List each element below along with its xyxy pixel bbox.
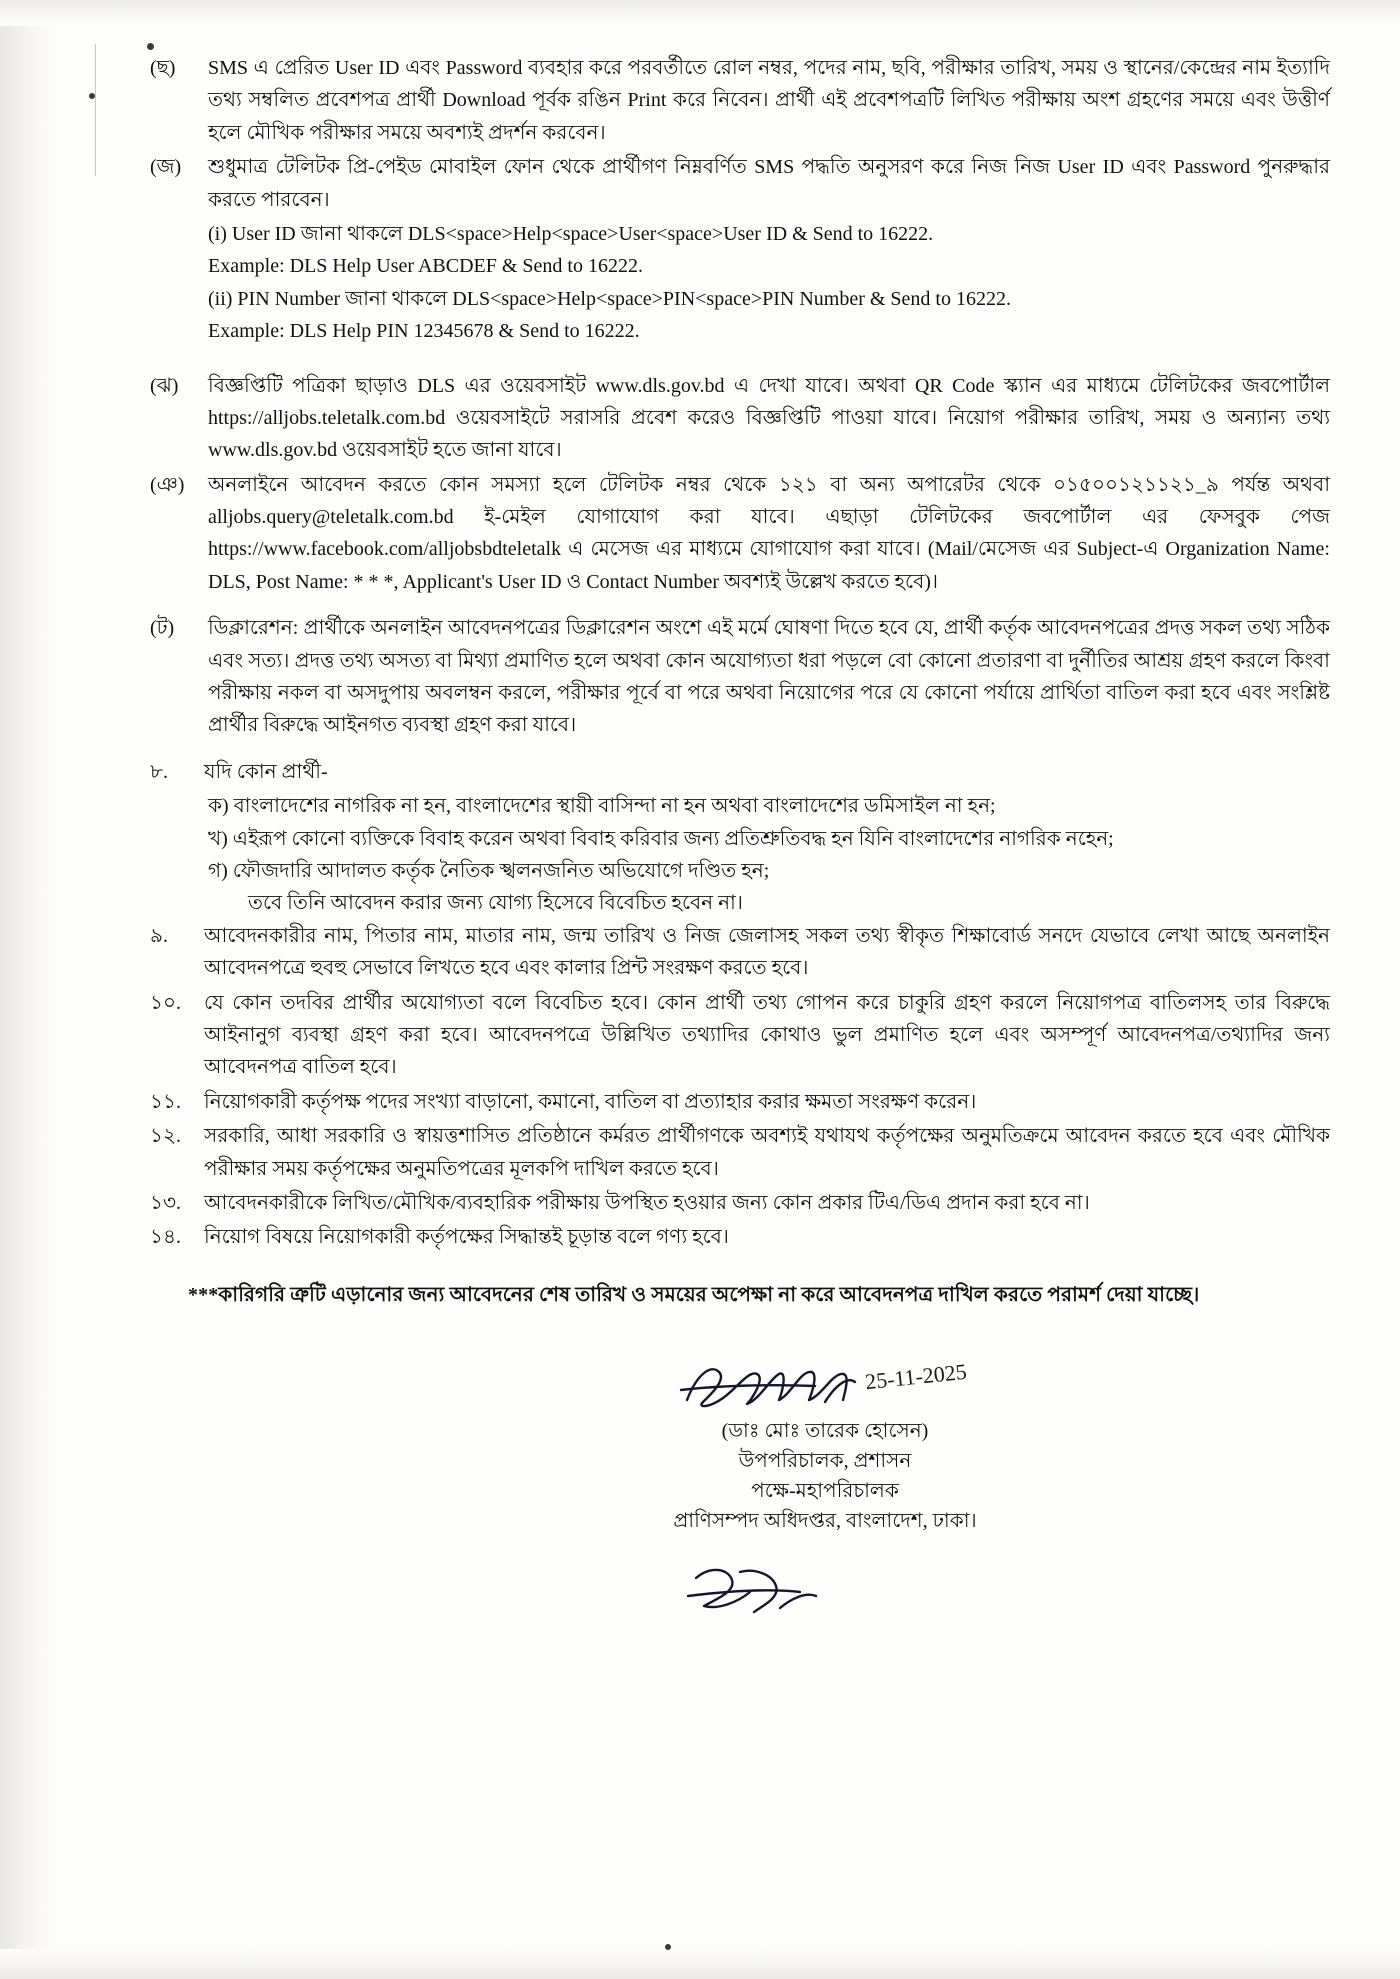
clause-item (150, 151, 1330, 216)
clause-text: বিজ্ঞপ্তিটি পত্রিকা ছাড়াও DLS এর ওয়েবসাইট www.dls.gov.bd এ দেখা যাবে। অথবা QR Code স্ক্যান এর মাধ্যমে টেলিটকের জবপোর্টাল https://alljobs.teletalk.com.bd ওয়েবসাইটে সরাসরি প্রবেশ করেও বিজ্ঞপ্তিটি পাওয়া যাবে। নিয়োগ পরীক্ষার তারিখ, সময় ও অন্যান্য তথ্য www.dls.gov.bd ওয়েবসাইট হতে জানা যাবে। (208, 374, 1330, 462)
sub-clause: গ) ফৌজদারি আদালত কর্তৃক নৈতিক স্খলনজনিত অভিযোগে দণ্ডিত হন; (208, 859, 770, 882)
signatory-on-behalf: পক্ষে-মহাপরিচালক (751, 1479, 899, 1502)
numbered-item (150, 920, 1330, 985)
scan-edge-bottom (0, 1949, 1400, 1979)
item-number: ১৩. (150, 1191, 181, 1214)
declaration-text: ডিক্লারেশন: প্রার্থীকে অনলাইন আবেদনপত্রের ডিক্লারেশন অংশে এই মর্মে ঘোষণা দিতে হবে যে, প্রার্থী কর্তৃক আবেদনপত্রের প্রদত্ত সকল তথ্য সঠিক এবং সত্য। প্রদত্ত তথ্য অসত্য বা মিথ্যা প্রমাণিত হলে অথবা কোন অযোগ্যতা ধরা পড়লে বো কোনো প্রতারণা বা দুর্নীতির আশ্রয় গ্রহণ করলে কিংবা পরীক্ষায় নকল বা অসদুপায় অবলম্বন করলে, পরীক্ষার পূর্বে বা পরে অথবা নিয়োগের পরে যে কোনো পর্যায়ে প্রার্থিতা বাতিল করা হবে এবং সংশ্লিষ্ট প্রার্থীর বিরুদ্ধে আইনগত ব্যবস্থা গ্রহণ করা যাবে। (208, 617, 1330, 737)
numbered-item (150, 756, 1330, 788)
sms-example-line: Example: DLS Help PIN 12345678 & Send to 16222. (208, 320, 640, 343)
item-text: সরকারি, আধা সরকারি ও স্বায়ত্তশাসিত প্রতিষ্ঠানে কর্মরত প্রার্থীগণকে অবশ্যই যথাযথ কর্তৃপক্ষের অনুমতিক্রমে আবেদন করতে হবে এবং মৌখিক পরীক্ষার সময় কর্তৃপক্ষের অনুমতিপত্রের মূলকপি দাখিল করতে হবে। (204, 1125, 1330, 1180)
item-number: ৮. (150, 760, 168, 783)
sub-clause: খ) এইরূপ কোনো ব্যক্তিকে বিবাহ করেন অথবা বিবাহ করিবার জন্য প্রতিশ্রুতিবদ্ধ হন যিনি বাংলাদেশের নাগরিক নহেন; (208, 827, 1114, 850)
item-number: ১০. (150, 991, 181, 1014)
advisory-note: ***কারিগরি ত্রুটি এড়ানোর জন্য আবেদনের শেষ তারিখ ও সময়ের অপেক্ষা না করে আবেদনপত্র দাখিল করতে পরামর্শ দেয়া যাচ্ছে। (188, 1283, 1200, 1306)
item-number: ১২. (150, 1125, 181, 1148)
scan-speck (665, 1944, 671, 1950)
clause-marker: (ঞ) (150, 473, 185, 496)
spacer (150, 600, 1330, 612)
sub-clause: ক) বাংলাদেশের নাগরিক না হন, বাংলাদেশের স্থায়ী বাসিন্দা না হন অথবা বাংলাদেশের ডমিসাইল না হন; (208, 795, 996, 818)
item-text: আবেদনকারীর নাম, পিতার নাম, মাতার নাম, জন্ম তারিখ ও নিজ জেলাসহ সকল তথ্য স্বীকৃত শিক্ষাবোর্ড সনদে যেভাবে লেখা আছে অনলাইন আবেদনপত্রে হুবহু সেভাবে লিখতে হবে এবং কালার প্রিন্ট সংরক্ষণ করতে হবে। (204, 924, 1330, 980)
clause-item (150, 469, 1330, 599)
item-number: ১৪. (150, 1226, 181, 1249)
scan-speck (147, 43, 154, 50)
spacer (150, 348, 1330, 370)
clause-text: SMS এ প্রেরিত User ID এবং Password ব্যবহার করে পরবর্তীতে রোল নম্বর, পদের নাম, ছবি, পরীক্ষার তারিখ, সময় ও স্থানের/কেন্দ্রের নাম ইত্যাদি তথ্য সম্বলিত প্রবেশপত্র প্রার্থী Download পূর্বক রঙিন Print করে নিবেন। প্রার্থী এই প্রবেশপত্রটি লিখিত পরীক্ষায় অংশ গ্রহণের সময়ে এবং উত্তীর্ণ হলে মৌখিক পরীক্ষার সময়ে অবশ্যই প্রদর্শন করবেন। (208, 57, 1330, 144)
spacer (150, 744, 1330, 756)
signature-date: 25-11-2025 (864, 1358, 968, 1394)
secondary-signature-mark (680, 1558, 840, 1628)
scan-speck (89, 93, 95, 99)
item-number: ১১. (150, 1090, 181, 1113)
numbered-item (150, 1221, 1330, 1253)
item-text: নিয়োগকারী কর্তৃপক্ষ পদের সংখ্যা বাড়ানো, কমানো, বাতিল বা প্রত্যাহার করার ক্ষমতা সংরক্ষণ করেন। (204, 1090, 977, 1113)
numbered-item (150, 1120, 1330, 1185)
handwritten-initials-icon (680, 1558, 840, 1628)
item-number: ৯. (150, 924, 168, 947)
sms-line: (ii) PIN Number জানা থাকলে DLS<space>Help<space>PIN<space>PIN Number & Send to 16222. (208, 287, 1011, 310)
clause-marker: (ছ) (150, 57, 176, 79)
item-text: নিয়োগ বিষয়ে নিয়োগকারী কর্তৃপক্ষের সিদ্ধান্তই চূড়ান্ত বলে গণ্য হবে। (204, 1226, 729, 1249)
signature-block (150, 1356, 1330, 1536)
sms-example-line: Example: DLS Help User ABCDEF & Send to 16222. (208, 255, 643, 278)
clause-marker: (ঝ) (150, 374, 179, 397)
sub-clause-list (208, 790, 1330, 920)
page-fold-line (95, 44, 96, 176)
item-text: যদি কোন প্রার্থী- (204, 760, 328, 783)
clause-marker: (ট) (150, 617, 175, 640)
signatory-name: (ডাঃ মোঃ তারেক হোসেন) (721, 1419, 929, 1442)
numbered-item (150, 987, 1330, 1084)
clause-item (150, 370, 1330, 467)
signatory-office: প্রাণিসম্পদ অধিদপ্তর, বাংলাদেশ, ঢাকা। (673, 1509, 977, 1532)
sms-line: (i) User ID জানা থাকলে DLS<space>Help<space>User<space>User ID & Send to 16222. (208, 222, 934, 245)
sms-instruction-block (208, 218, 1330, 348)
clause-text: অনলাইনে আবেদন করতে কোন সমস্যা হলে টেলিটক নম্বর থেকে ১২১ বা অন্য অপারেটর থেকে ০১৫০০১২১১২১_৯ পর্যন্ত অথবা alljobs.query@teletalk.com.bd ই-মেইল যোগাযোগ করা যাবে। এছাড়া টেলিটকের জবপোর্টাল এর ফেসবুক পেজ https://www.facebook.com/alljobsbdteletalk এ মেসেজ এর মাধ্যমে যোগাযোগ করা যাবে। (Mail/মেসেজ এর Subject-এ Organization Name: DLS, Post Name: * * *, Applicant's User ID ও Contact Number অবশ্যই উল্লেখ করতে হবে)। (208, 473, 1330, 593)
numbered-item (150, 1086, 1330, 1118)
declaration-item (150, 612, 1330, 742)
scan-edge-left (0, 0, 58, 1979)
signature-mark (675, 1356, 975, 1416)
numbered-item (150, 1187, 1330, 1219)
clause-marker: (জ) (150, 156, 182, 179)
clause-text: শুধুমাত্র টেলিটক প্রি-পেইড মোবাইল ফোন থেকে প্রার্থীগণ নিম্নবর্ণিত SMS পদ্ধতি অনুসরণ করে নিজ নিজ User ID এবং Password পুনরুদ্ধার করতে পারবেন। (208, 156, 1330, 211)
document-body (150, 52, 1330, 1536)
signatory-role: উপপরিচালক, প্রশাসন (738, 1449, 912, 1472)
clause-item (150, 52, 1330, 149)
item-text: আবেদনকারীকে লিখিত/মৌখিক/ব্যবহারিক পরীক্ষায় উপস্থিত হওয়ার জন্য কোন প্রকার টিএ/ডিএ প্রদান করা হবে না। (204, 1191, 1090, 1214)
sub-clause-conclusion: তবে তিনি আবেদন করার জন্য যোগ্য হিসেবে বিবেচিত হবেন না। (248, 892, 743, 915)
item-text: যে কোন তদবির প্রার্থীর অযোগ্যতা বলে বিবেচিত হবে। কোন প্রার্থী তথ্য গোপন করে চাকুরি গ্রহণ করলে নিয়োগপত্র বাতিলসহ তার বিরুদ্ধে আইনানুগ ব্যবস্থা গ্রহণ করা হবে। আবেদনপত্রে উল্লিখিত তথ্যাদির কোথাও ভুল প্রমাণিত হলে এবং অসম্পূর্ণ আবেদনপত্র/তথ্যাদির জন্য আবেদনপত্র বাতিল হবে। (204, 991, 1330, 1079)
scan-edge-top (0, 0, 1400, 26)
